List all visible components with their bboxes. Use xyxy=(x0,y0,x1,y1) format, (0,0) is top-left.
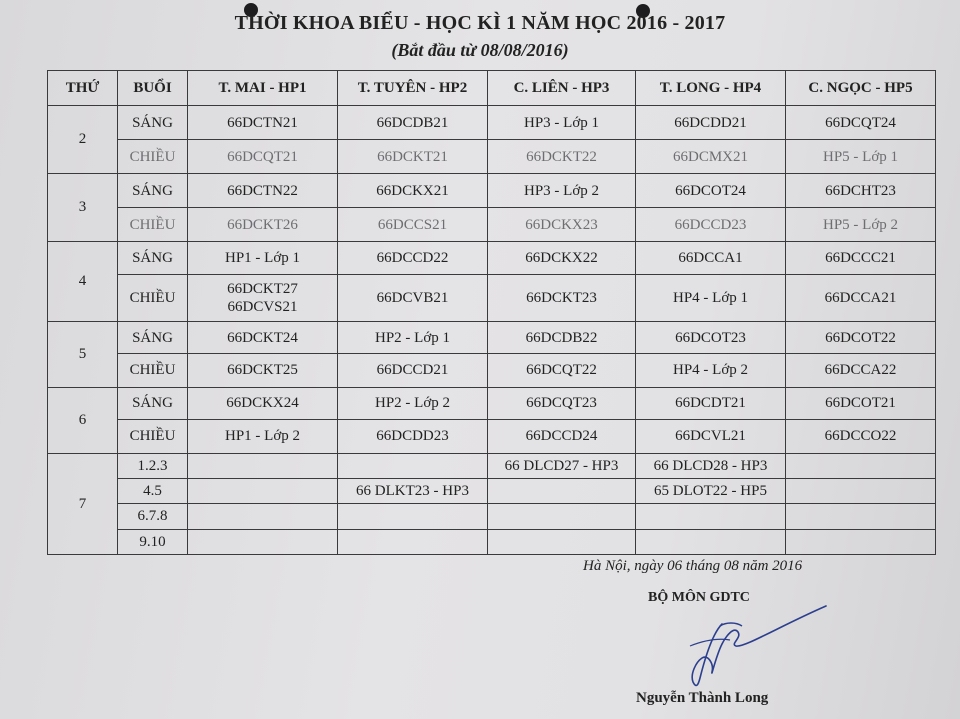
session-cell: SÁNG xyxy=(118,321,188,353)
class-cell-lien xyxy=(488,241,636,274)
class-code: 66DCKT24 xyxy=(227,329,298,346)
class-code: 66DCKT23 xyxy=(526,290,597,307)
class-code: HP3 - Lớp 2 xyxy=(523,182,599,199)
class-code: 66DCOT24 xyxy=(675,182,746,199)
class-code: HP4 - Lớp 1 xyxy=(672,290,748,307)
class-cell-ngoc xyxy=(786,420,936,453)
class-cell-lien xyxy=(488,208,636,241)
header-thu: THỨ xyxy=(48,71,118,106)
class-code: HP1 - Lớp 2 xyxy=(224,428,300,445)
class-cell-lien xyxy=(488,173,636,207)
table-row xyxy=(48,208,936,241)
class-cell-lien xyxy=(488,321,636,353)
class-cell-long xyxy=(636,173,786,207)
class-code: 66DCKX22 xyxy=(525,250,598,266)
class-cell-ngoc xyxy=(786,106,936,140)
period-cell: 4.5 xyxy=(118,478,188,503)
table-row xyxy=(48,478,936,503)
class-code: 66DCCA22 xyxy=(824,362,897,379)
class-code: 66DCKT22 xyxy=(526,148,597,165)
header-teacher-tuyen: T. TUYÊN - HP2 xyxy=(338,71,488,106)
class-cell-ngoc xyxy=(786,173,936,207)
class-cell-tuyen xyxy=(338,208,488,241)
class-cell-lien xyxy=(488,387,636,419)
day-cell: 6 xyxy=(48,387,118,453)
department-name: BỘ MÔN GDTC xyxy=(648,590,750,605)
class-code: 66DCVS21 xyxy=(227,299,298,316)
class-cell-tuyen xyxy=(338,420,488,453)
class-cell-mai xyxy=(188,354,338,387)
class-cell-mai xyxy=(188,420,338,453)
class-cell-long xyxy=(636,208,786,241)
table-row xyxy=(48,241,936,274)
session-cell: SÁNG xyxy=(118,106,188,140)
table-row xyxy=(48,354,936,387)
class-code: HP2 - Lớp 1 xyxy=(374,329,450,346)
class-cell-mai xyxy=(188,208,338,241)
class-code: 66DCKT25 xyxy=(227,362,298,379)
table-row xyxy=(48,420,936,453)
class-code: 66DCMX21 xyxy=(672,148,748,165)
session-cell: CHIỀU xyxy=(118,354,188,387)
table-row xyxy=(48,321,936,353)
day-cell: 3 xyxy=(48,173,118,241)
class-cell-long: 66 DLCD28 - HP3 xyxy=(636,453,786,478)
class-cell-long xyxy=(636,241,786,274)
class-cell-ngoc xyxy=(786,275,936,322)
document-date: Hà Nội, ngày 06 tháng 08 năm 2016 xyxy=(583,558,803,574)
class-cell-mai xyxy=(188,106,338,140)
class-cell-mai xyxy=(188,504,338,529)
class-cell-tuyen xyxy=(338,140,488,173)
class-cell-long xyxy=(636,420,786,453)
class-cell-long xyxy=(636,504,786,529)
header-teacher-long: T. LONG - HP4 xyxy=(636,71,786,106)
table-row xyxy=(48,173,936,207)
period-cell: 6.7.8 xyxy=(118,504,188,529)
class-code: 66DCTN21 xyxy=(227,114,298,131)
session-cell: SÁNG xyxy=(118,387,188,419)
class-cell-lien xyxy=(488,529,636,554)
class-code: 66DCVL21 xyxy=(675,428,746,445)
class-code: 66DCQT24 xyxy=(825,114,896,131)
class-cell-lien xyxy=(488,140,636,173)
class-cell-ngoc xyxy=(786,387,936,419)
class-code: 66DCDB21 xyxy=(376,114,449,131)
class-cell-mai xyxy=(188,140,338,173)
class-cell-tuyen: 66 DLKT23 - HP3 xyxy=(338,478,488,503)
day-cell: 2 xyxy=(48,106,118,174)
class-cell-ngoc xyxy=(786,321,936,353)
signature-image xyxy=(660,604,830,694)
class-cell-tuyen xyxy=(338,106,488,140)
class-code: 66DCKT26 xyxy=(227,216,298,233)
class-code: 66DCOT22 xyxy=(825,329,896,346)
header-teacher-mai: T. MAI - HP1 xyxy=(188,71,338,106)
class-code: HP4 - Lớp 2 xyxy=(672,362,748,379)
class-cell-lien xyxy=(488,504,636,529)
class-code: HP5 - Lớp 1 xyxy=(822,148,898,165)
class-cell-tuyen xyxy=(338,173,488,207)
class-code: 66DCDD23 xyxy=(376,428,449,445)
class-cell-tuyen xyxy=(338,321,488,353)
timetable xyxy=(47,70,936,555)
header-buoi: BUỔI xyxy=(118,71,188,106)
session-cell: CHIỀU xyxy=(118,208,188,241)
day-cell: 7 xyxy=(48,453,118,554)
class-code: 66DCTN22 xyxy=(227,182,298,199)
class-cell-lien: 66 DLCD27 - HP3 xyxy=(488,453,636,478)
document-title: THỜI KHOA BIỂU - HỌC KÌ 1 NĂM HỌC 2016 - 2017 xyxy=(234,12,726,34)
class-code: 66DCOT21 xyxy=(825,395,896,412)
class-code: 66DCCD22 xyxy=(376,250,449,266)
class-cell-tuyen xyxy=(338,504,488,529)
class-code: 66DCQT22 xyxy=(526,362,597,379)
class-cell-tuyen xyxy=(338,453,488,478)
class-cell-mai xyxy=(188,529,338,554)
signer-name: Nguyễn Thành Long xyxy=(636,690,769,706)
class-code: 66DCKT27 xyxy=(227,281,298,298)
session-cell: SÁNG xyxy=(118,173,188,207)
session-cell: SÁNG xyxy=(118,241,188,274)
class-cell-long xyxy=(636,275,786,322)
class-cell-tuyen xyxy=(338,354,488,387)
class-code: 66DCKX23 xyxy=(525,216,598,233)
class-cell-ngoc xyxy=(786,504,936,529)
class-cell-ngoc xyxy=(786,529,936,554)
table-row xyxy=(48,504,936,529)
class-cell-long xyxy=(636,387,786,419)
class-code: 66DCKX21 xyxy=(376,182,449,199)
table-row xyxy=(48,275,936,322)
class-cell-lien xyxy=(488,354,636,387)
class-cell-ngoc xyxy=(786,478,936,503)
class-cell-ngoc xyxy=(786,453,936,478)
day-cell: 5 xyxy=(48,321,118,387)
period-cell: 1.2.3 xyxy=(118,453,188,478)
class-cell-tuyen xyxy=(338,387,488,419)
period-cell: 9.10 xyxy=(118,529,188,554)
class-cell-tuyen xyxy=(338,241,488,274)
class-cell-mai xyxy=(188,275,338,322)
class-code: 66DCVB21 xyxy=(376,290,449,307)
class-cell-long xyxy=(636,529,786,554)
session-cell: CHIỀU xyxy=(118,420,188,453)
class-cell-mai xyxy=(188,387,338,419)
class-code: HP2 - Lớp 2 xyxy=(374,395,450,412)
class-code: 66DCKX24 xyxy=(226,395,299,412)
class-code: 66DCKT21 xyxy=(377,148,448,165)
class-code: 66DCCA21 xyxy=(824,290,897,307)
class-cell-ngoc xyxy=(786,140,936,173)
class-code: 66DCCD24 xyxy=(525,428,598,445)
class-code: 66DCOT23 xyxy=(675,329,746,346)
class-cell-long xyxy=(636,140,786,173)
class-code: 66DCDD21 xyxy=(674,114,747,131)
class-cell-lien xyxy=(488,420,636,453)
class-cell-tuyen xyxy=(338,275,488,322)
class-code: HP5 - Lớp 2 xyxy=(822,216,898,233)
table-row xyxy=(48,529,936,554)
class-code: 66DCCS21 xyxy=(377,216,448,233)
session-cell: CHIỀU xyxy=(118,140,188,173)
header-teacher-ngoc: C. NGỌC - HP5 xyxy=(786,71,936,106)
class-cell-long: 65 DLOT22 - HP5 xyxy=(636,478,786,503)
table-row xyxy=(48,140,936,173)
document-subtitle: (Bắt đầu từ 08/08/2016) xyxy=(391,40,569,60)
class-cell-long xyxy=(636,321,786,353)
class-code: 66DCHT23 xyxy=(825,182,896,199)
class-code: 66DCCC21 xyxy=(825,250,896,266)
class-code: 66DCDB22 xyxy=(525,329,598,346)
class-cell-lien xyxy=(488,478,636,503)
class-cell-mai xyxy=(188,241,338,274)
class-code: 66DCCD21 xyxy=(376,362,449,379)
session-cell: CHIỀU xyxy=(118,275,188,322)
class-code: 66DCCO22 xyxy=(824,428,897,445)
class-code: HP3 - Lớp 1 xyxy=(523,114,599,131)
header-teacher-lien: C. LIÊN - HP3 xyxy=(488,71,636,106)
class-cell-tuyen xyxy=(338,529,488,554)
class-code: HP1 - Lớp 1 xyxy=(224,250,300,266)
table-row xyxy=(48,387,936,419)
class-cell-ngoc xyxy=(786,208,936,241)
class-cell-lien xyxy=(488,275,636,322)
table-row xyxy=(48,106,936,140)
class-code: 66DCCA1 xyxy=(678,250,743,266)
class-cell-mai xyxy=(188,453,338,478)
class-cell-lien xyxy=(488,106,636,140)
class-cell-ngoc xyxy=(786,354,936,387)
class-code: 66DCDT21 xyxy=(675,395,746,412)
class-cell-ngoc xyxy=(786,241,936,274)
class-cell-mai xyxy=(188,478,338,503)
class-code: 66DCQT21 xyxy=(227,148,298,165)
class-cell-mai xyxy=(188,173,338,207)
class-cell-long xyxy=(636,354,786,387)
class-cell-mai xyxy=(188,321,338,353)
class-code: 66DCQT23 xyxy=(526,395,597,412)
class-cell-long xyxy=(636,106,786,140)
header-row xyxy=(48,71,936,106)
day-cell: 4 xyxy=(48,241,118,321)
class-code: 66DCCD23 xyxy=(674,216,747,233)
table-row xyxy=(48,453,936,478)
